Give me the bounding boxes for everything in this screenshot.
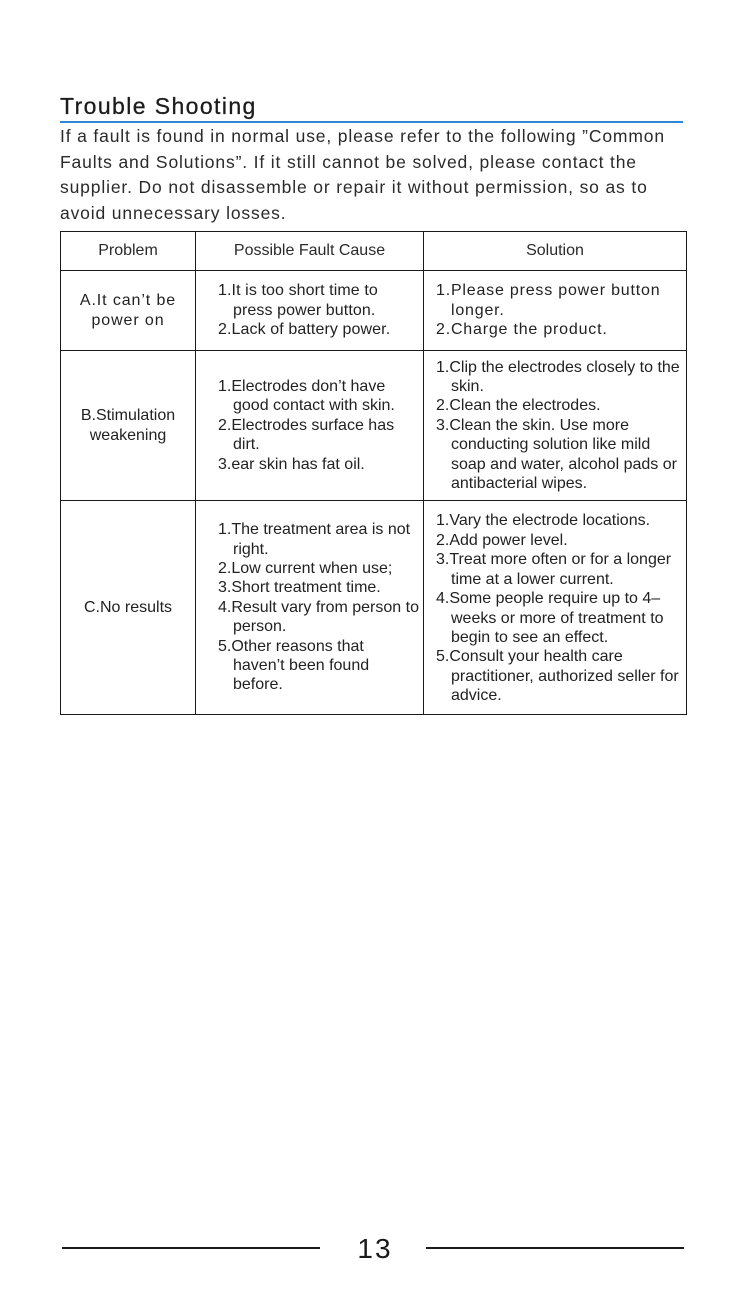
intro-paragraph [60,124,690,226]
cause-item: 1.Electrodes don’t have good contact with skin. [218,377,395,415]
header-cause: Possible Fault Cause [196,232,424,271]
cause-cell [196,351,424,501]
solution-cell [424,271,687,351]
solution-item: 2.Clean the electrodes. [436,397,601,415]
table-header-row [61,232,687,271]
solution-item: 2.Add power level. [436,531,568,549]
solution-item: 1.Clip the electrodes closely to the skin. [436,358,680,395]
header-solution: Solution [424,232,687,271]
solution-cell [424,351,687,501]
cause-item: 3.Short treatment time. [218,579,381,597]
problem-cell [61,271,196,351]
problem-text: weakening [89,426,167,444]
problem-text: A.It can’t be [79,292,177,309]
intro-line: avoid unnecessary losses. [60,202,287,223]
cause-item: 2.Lack of battery power. [218,321,391,339]
table-row [61,501,687,715]
intro-line: If a fault is found in normal use, please refer to the following ”Common [60,126,665,146]
footer-rule-right [426,1247,684,1249]
cause-item: 2.Electrodes surface has dirt. [218,416,395,454]
solution-item: 1.Please press power button longer. [436,282,661,319]
cause-item: 3.ear skin has fat oil. [218,455,365,473]
cause-item: 4.Result vary from person to person. [218,598,419,636]
problem-cell [61,351,196,501]
solution-item: 4.Some people require up to 4– weeks or more of treatment to begin to see an effect. [436,590,664,646]
problem-text: C.No results [83,598,173,616]
solution-item: 5.Consult your health care practitioner, authorized seller for advice. [436,648,679,705]
solution-cell [424,501,687,715]
page-number: 13 [357,1233,393,1264]
intro-line: supplier. Do not disassemble or repair it without permission, so as to [60,177,648,197]
table-row [61,271,687,351]
cause-item: 1.It is too short time to press power button. [218,282,378,319]
problem-text: power on [91,311,165,329]
cause-cell [196,271,424,351]
solution-item: 3.Treat more often or for a longer time at a lower current. [436,551,672,588]
cause-item: 2.Low current when use; [218,559,393,577]
table-row [61,351,687,501]
cause-item: 5.Other reasons that haven’t been found before. [218,637,370,694]
page-title: Trouble Shooting [60,93,257,119]
solution-item: 2.Charge the product. [436,321,608,339]
header-problem: Problem [61,232,196,271]
solution-item: 3.Clean the skin. Use more conducting solution like mild soap and water, alcohol pads or antibacterial wipes. [436,416,677,493]
cause-item: 1.The treatment area is not right. [218,521,411,558]
solution-item: 1.Vary the electrode locations. [436,512,651,530]
cause-cell [196,501,424,715]
footer-rule-left [62,1247,320,1249]
problem-text: B.Stimulation [80,407,176,424]
problem-cell [61,501,196,715]
faults-table [60,231,687,715]
intro-line: Faults and Solutions”. If it still cannot be solved, please contact the [60,151,637,172]
title-underline [60,121,683,123]
